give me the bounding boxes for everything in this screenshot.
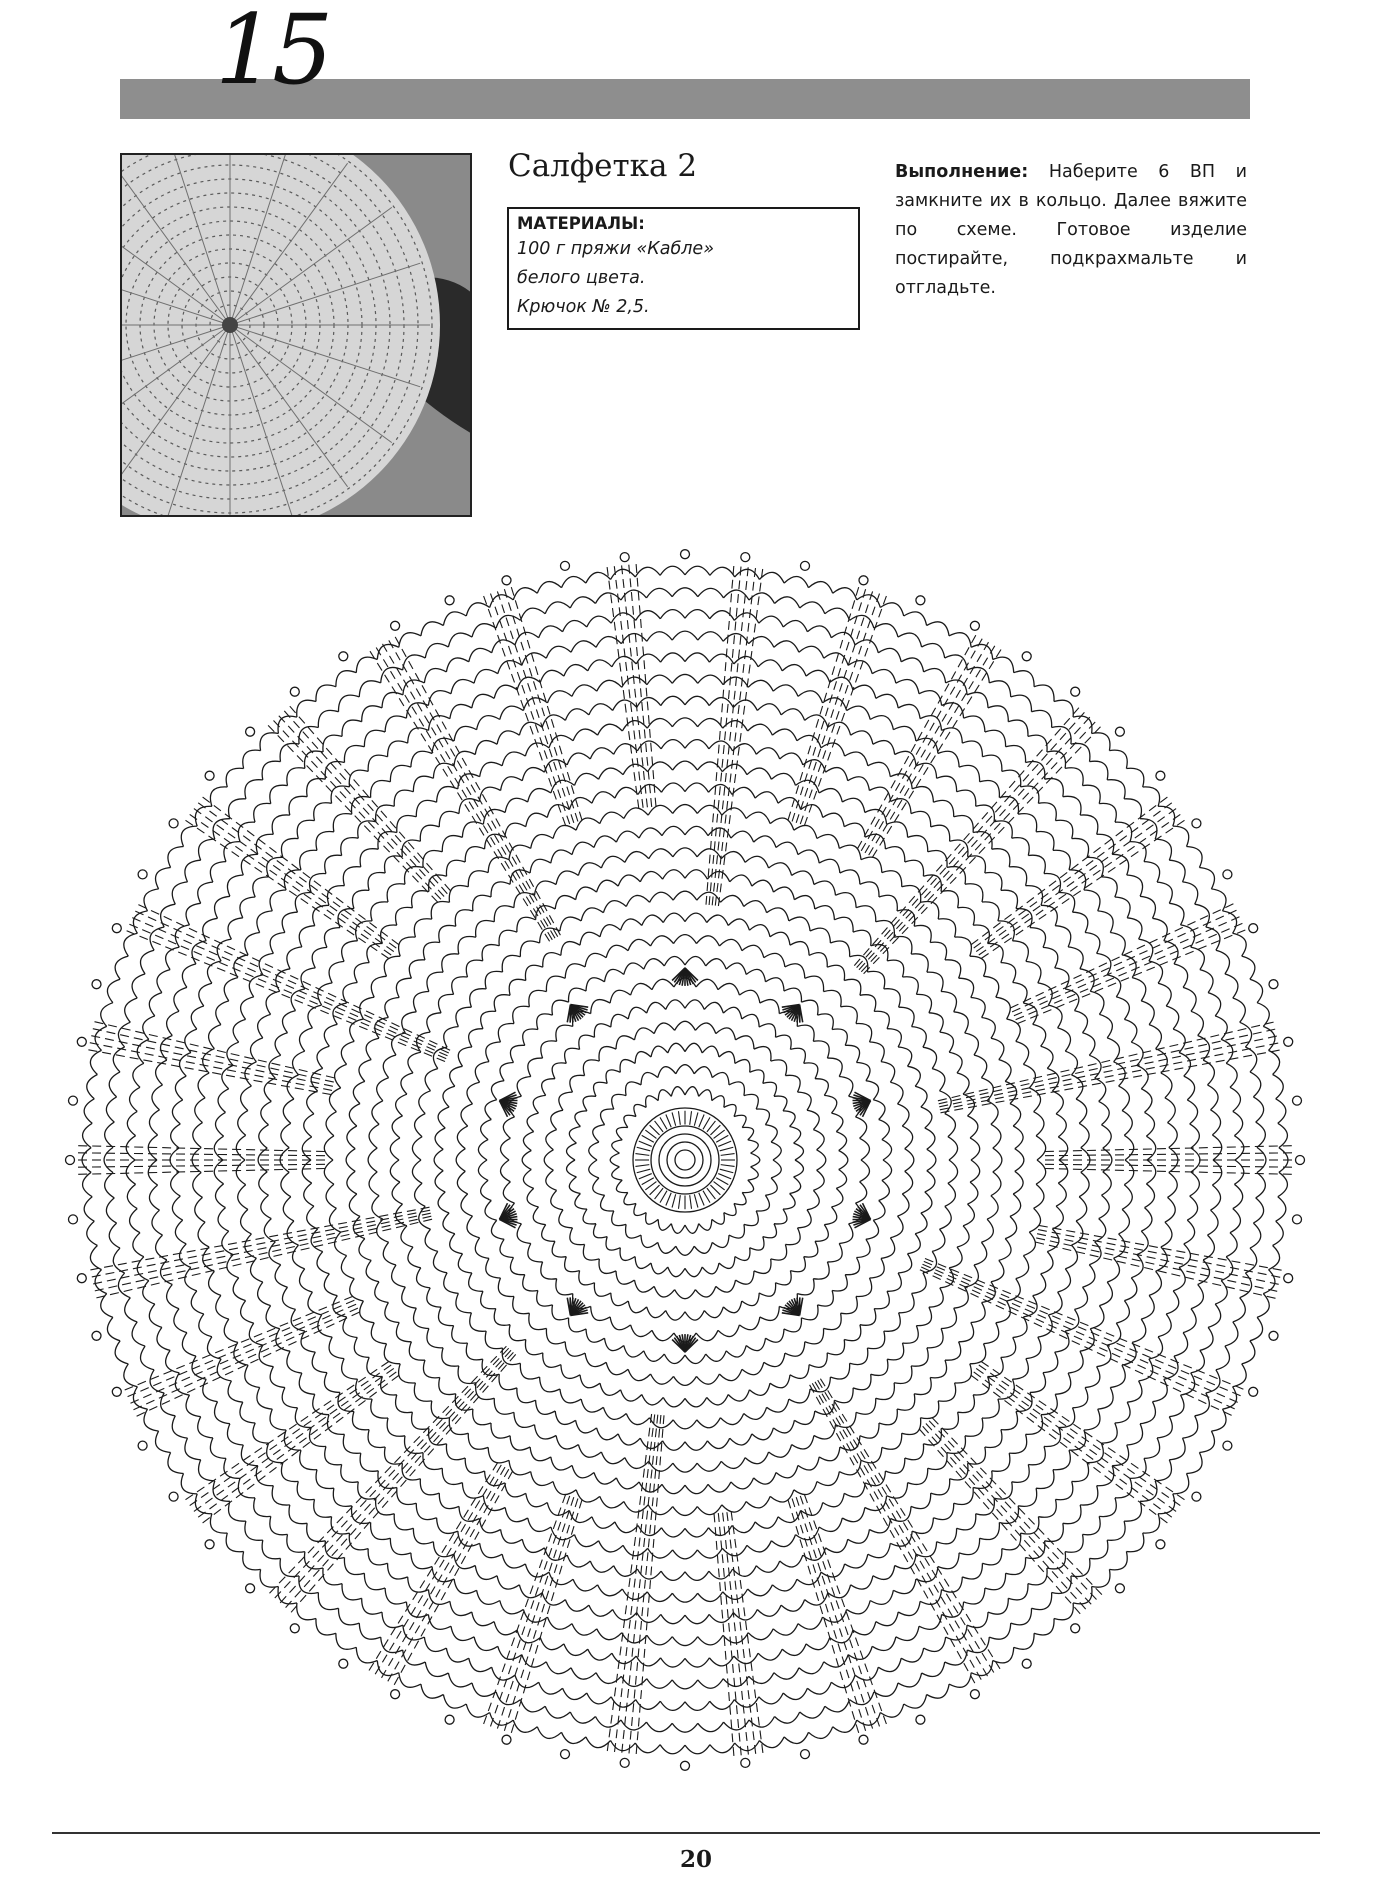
pattern-number: 15	[215, 0, 330, 106]
materials-line: 100 г пряжи «Кабле»	[517, 239, 714, 259]
page-number: 20	[679, 1846, 712, 1873]
footer-rule	[52, 1832, 1320, 1834]
materials-box	[507, 207, 860, 330]
materials-heading: МАТЕРИАЛЫ:	[517, 214, 645, 233]
article-title: Салфетка 2	[508, 148, 698, 184]
instructions-text: Наберите 6 ВП и замкните их в кольцо. Далее вяжите по схеме. Готовое изделие постирайте, подкрахмальте и отгладьте.	[895, 162, 1247, 298]
instructions-label: Выполнение:	[895, 162, 1029, 182]
materials-line: белого цвета.	[517, 268, 646, 288]
crochet-chart-icon	[55, 530, 1315, 1790]
instructions	[895, 158, 1247, 303]
doily-photo	[120, 153, 472, 517]
materials-line: Крючок № 2,5.	[517, 297, 650, 317]
